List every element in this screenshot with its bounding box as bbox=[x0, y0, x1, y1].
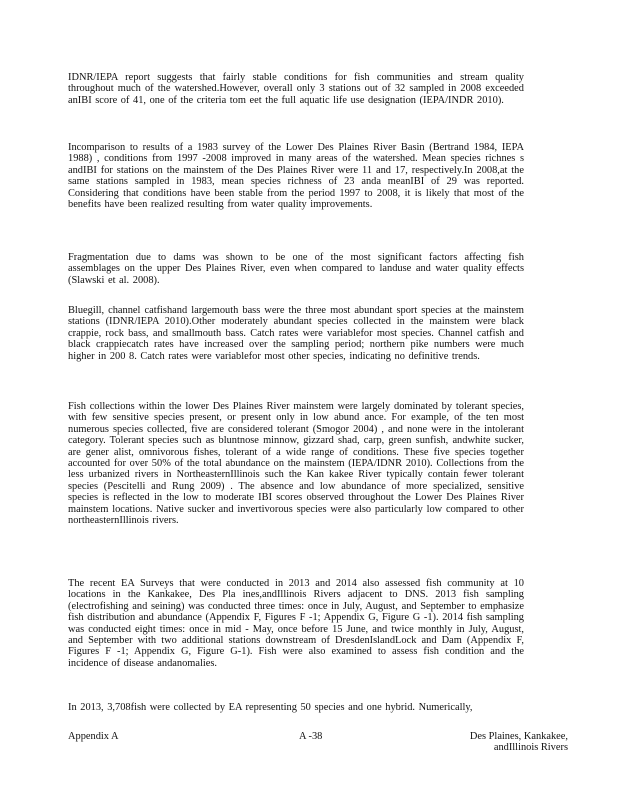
paragraph-fish-conditions: IDNR/IEPA report suggests that fairly stable conditions for fish communities and stream quality throughout much of the watershed.However, overall only 3 stations out of 32 sampled in 2008 exceeded anIBI score of 41, one of the criteria tom eet the full aquatic life use designation (IEPA/INDR 2010). bbox=[68, 72, 524, 106]
paragraph-1983-comparison: Incomparison to results of a 1983 survey of the Lower Des Plaines River Basin (Bertrand 1984, IEPA 1988) , conditions from 1997 -2008 improved in many areas of the watershed. Mean species richnes s andIBI for stations on the mainstem of the Des Plaines River were 11 and 17, respectively.In 2008,at the same stations sampled in 1983, mean species richness of 23 anda meanIBI of 29 was reported. Considering that conditions have been stable from the period 1997 to 2008, it is likely that most of the benefits have been realized resulting from water quality improvements. bbox=[68, 142, 524, 211]
paragraph-fish-collections: Fish collections within the lower Des Plaines River mainstem were largely dominated by tolerant species, with few sensitive species present, or present only in low abund ance. For example, of the ten most numerous species collected, five are considered tolerant (Smogor 2004) , and none were in the intolerant category. Tolerant species such as bluntnose minnow, gizzard shad, carp, green sunfish, andwhite sucker, are gener alist, omnivorous fishes, tolerant of a wide range of conditions. These five species together accounted for over 50% of the total abundance on the mainstem (IEPA/IDNR 2010). Collections from the less urbanized rivers in NortheasternIllinois such the Kan kakee River typically contain fewer tolerant species (Pescitelli and Rung 2009) . The absence and low abundance of more specialized, sensitive species is reflected in the low to moderate IBI scores observed throughout the Lower Des Plaines River mainstem locations. Native sucker and invertivorous species were also particularly low compared to other northeasternIllinois rivers. bbox=[68, 401, 524, 527]
paragraph-sport-species: Bluegill, channel catfishand largemouth bass were the three most abundant sport species at the mainstem stations (IDNR/IEPA 2010).Other moderately abundant species collected in the mainstem were black crappie, rock bass, and smallmouth bass. Catch rates were variablefor most species. Channel catfish and black crappiecatch rates have increased over the sampling period; northern pike numbers were much higher in 200 8. Catch rates were variablefor most other species, indicating no definitive trends. bbox=[68, 305, 524, 362]
footer-title-line-2: andIllinois Rivers bbox=[493, 742, 568, 754]
paragraph-fragmentation: Fragmentation due to dams was shown to be one of the most significant factors affecting fish assemblages on the upper Des Plaines River, even when compared to landuse and water quality effects (Slawski et al. 2008). bbox=[68, 252, 524, 286]
paragraph-2013-collection: In 2013, 3,708fish were collected by EA representing 50 species and one hybrid. Numerically, bbox=[68, 702, 473, 713]
footer-title-line-1: Des Plaines, Kankakee, bbox=[469, 731, 568, 742]
footer-appendix-label: Appendix A bbox=[68, 731, 119, 742]
footer-document-title bbox=[452, 731, 568, 754]
paragraph-ea-surveys: The recent EA Surveys that were conducted in 2013 and 2014 also assessed fish community at 10 locations in the Kankakee, Des Pla ines,andIllinois Rivers adjacent to DNS. 2013 fish sampling (electrofishing and seining) was conducted three times: once in July, August, and September to emphasize fish distribution and abundance (Appendix F, Figures F -1; Appendix G, Figure G -1). 2014 fish sampling was conducted eight times: once in mid - May, once before 15 June, and twice monthly in July, August, and September with two additional stations downstream of DresdenIslandLock and Dam (Appendix F, Figures F -1; Appendix G, Figure G-1). Fish were also examined to assess fish condition and the incidence of disease andanomalies. bbox=[68, 578, 524, 669]
footer-page-number: A -38 bbox=[299, 731, 323, 742]
